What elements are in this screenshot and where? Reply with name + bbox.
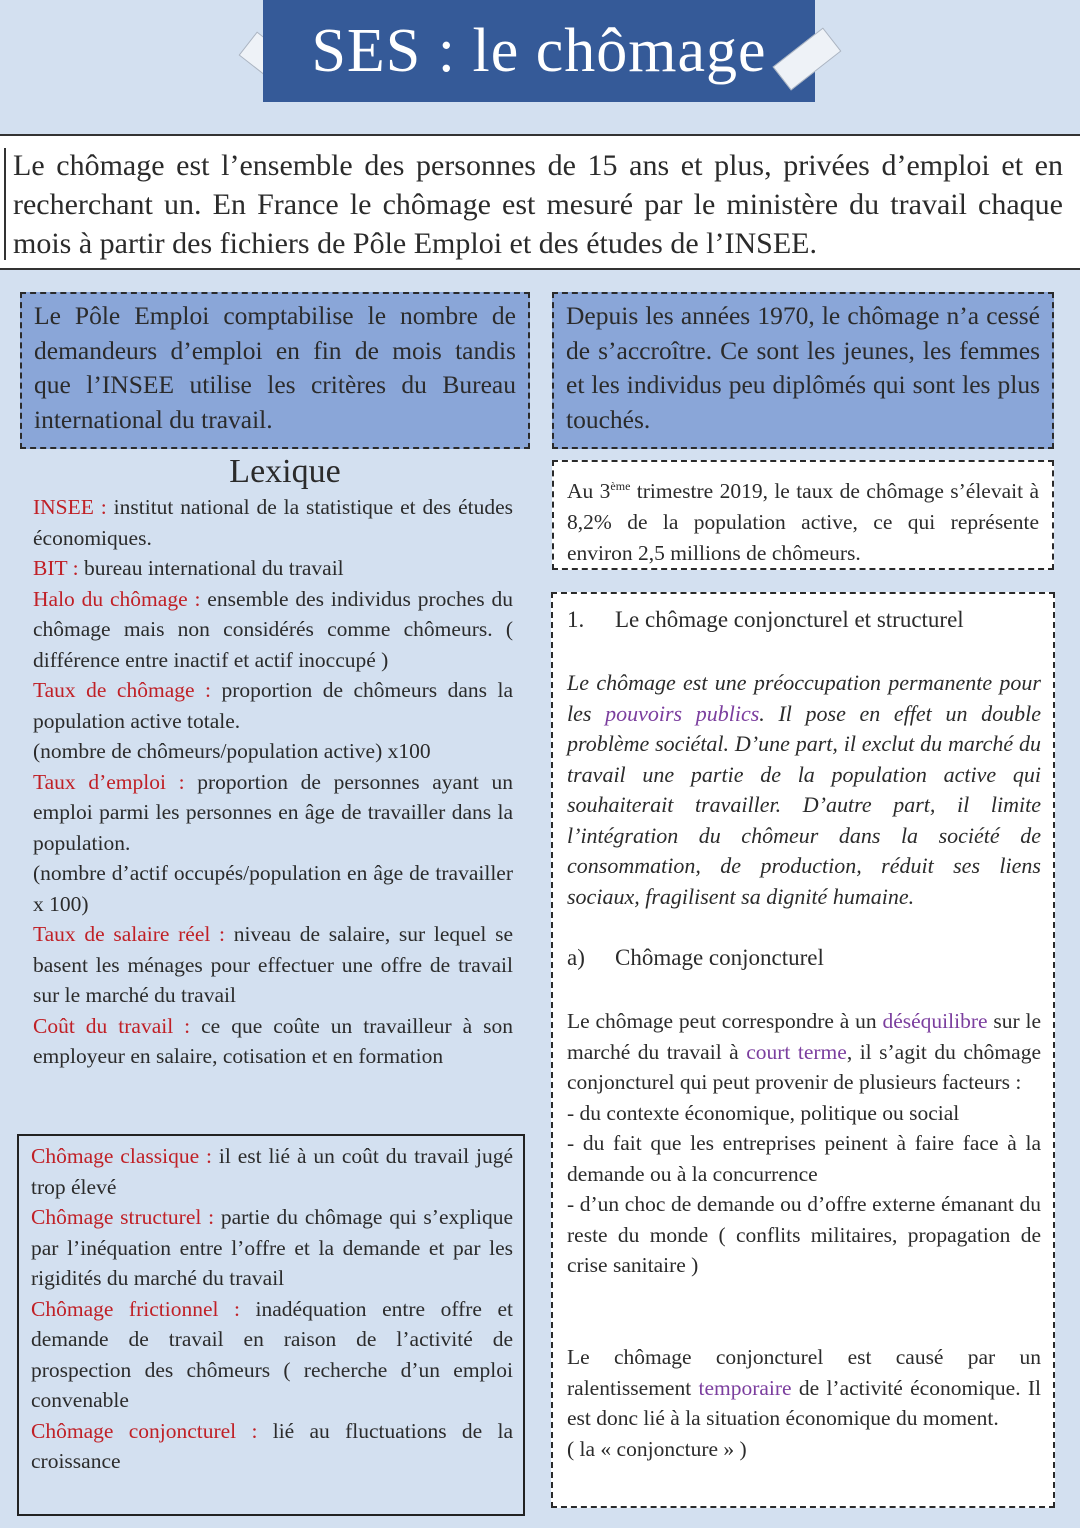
section-heading-text: Le chômage conjoncturel et structurel — [615, 607, 964, 632]
lexique-definition: proportion de chômeurs dans la population active totale. — [33, 678, 513, 733]
lexique-definition: il est lié à un coût du travail jugé trop élevé — [31, 1144, 513, 1199]
lexique-item — [31, 1202, 513, 1294]
lexique-formula: (nombre de chômeurs/population active) x100 — [33, 739, 431, 763]
highlight-term: pouvoirs publics — [605, 700, 760, 726]
intro-left-rule — [4, 148, 6, 260]
lexique-item — [33, 553, 513, 584]
text-run: , il s’agit du chômage conjoncturel qui peut provenir de plusieurs facteurs : — [567, 1039, 1041, 1094]
conjoncturel-paragraph — [567, 1006, 1041, 1281]
lexique-item — [33, 675, 513, 736]
lexique-term: Chômage structurel : — [31, 1205, 215, 1229]
lexique-term: Chômage frictionnel : — [31, 1296, 240, 1321]
conjoncture-note: ( la « conjoncture » ) — [567, 1436, 747, 1461]
text-run: Le chômage est une préoccupation permanente pour les — [567, 670, 1041, 726]
lexique-definition: ensemble des individus proches du chômage mais non considérés comme chômeurs. ( différence entre inactif et actif inoccupé ) — [33, 586, 513, 672]
page-title: SES : le chômage — [263, 0, 815, 102]
text-run: . Il pose en effet un double problème sociétal. D’une part, il exclut du marché du travail une partie de la population active qui souhaiterait travailler. D’autre part, il limite l’intégration du chômeur dans la société de consommation, de production, réduit ses liens sociaux, fragilisent sa dignité humaine. — [567, 700, 1041, 909]
lexique-definition: institut national de la statistique et des études économiques. — [33, 495, 513, 550]
subsection-heading — [567, 942, 824, 974]
lexique-term: Taux de chômage : — [33, 678, 211, 702]
subsection-heading-text: Chômage conjoncturel — [615, 945, 824, 970]
lexique-title: Lexique — [229, 453, 341, 490]
text-run: sur le marché du travail à — [567, 1009, 1041, 1064]
lexique-term: Coût du travail : — [33, 1013, 191, 1038]
lexique-item — [33, 492, 513, 553]
lexique-section — [20, 452, 530, 1068]
highlight-term: court terme — [746, 1039, 847, 1064]
lexique-definition: partie du chômage qui s’explique par l’inéquation entre l’offre et la demande et par les rigidités du marché du travail — [31, 1205, 513, 1290]
lexique-term: INSEE : — [33, 495, 107, 519]
section-chomage-conjoncturel — [551, 592, 1055, 1508]
lexique-definition: niveau de salaire, sur lequel se basent les ménages pour effectuer une offre de travail sur le marché du travail — [33, 922, 514, 1007]
lexique-definition: inadéquation entre offre et demande de travail en raison de l’activité de prospection des chômeurs ( recherche d’un emploi convenable — [31, 1296, 514, 1412]
paragraph-lead — [567, 1006, 1041, 1098]
highlight-term: temporaire — [698, 1375, 792, 1400]
cause-paragraph — [567, 1342, 1041, 1464]
pole-emploi-box: Le Pôle Emploi comptabilise le nombre de demandeurs d’emploi en fin de mois tandis que l’INSEE utilise les critères du Bureau international du travail. — [20, 292, 530, 449]
lexique-term: Taux de salaire réel : — [33, 922, 226, 946]
lexique-term: Halo du chômage : — [33, 586, 201, 611]
lexique-item — [31, 1416, 513, 1477]
statistic-box — [552, 460, 1054, 570]
since-1970-box: Depuis les années 1970, le chômage n’a cessé de s’accroître. Ce sont les jeunes, les femmes et les individus peu diplômés qui sont les plus touchés. — [552, 292, 1054, 449]
intro-definition-box — [0, 134, 1080, 270]
bullet-item: - du contexte économique, politique ou social — [567, 1100, 960, 1125]
stat-text-post: trimestre 2019, le taux de chômage s’élevait à 8,2% de la population active, ce qui représente environ 2,5 millions de chômeurs. — [567, 479, 1039, 566]
lexique-item — [31, 1294, 513, 1416]
subsection-letter: a) — [567, 945, 585, 970]
bullet-item: - du fait que les entreprises peinent à faire face à la demande ou à la concurrence — [567, 1131, 1041, 1186]
lexique-term: Taux d’emploi : — [33, 769, 185, 794]
text-run: de l’activité économique. Il est donc lié à la situation économique du moment. — [567, 1375, 1041, 1430]
highlight-term: déséquilibre — [882, 1009, 988, 1033]
stat-text-pre: Au 3 — [567, 479, 611, 504]
lexique-item — [33, 584, 513, 676]
lexique-list — [33, 492, 513, 1072]
lexique-definition: proportion de personnes ayant un emploi parmi les personnes en âge de travailler dans la population. — [33, 769, 513, 855]
lexique-item — [33, 767, 513, 859]
lexique-term: Chômage conjoncturel : — [31, 1418, 258, 1443]
lexique-definition: lié au fluctuations de la croissance — [31, 1418, 513, 1473]
intro-text: Le chômage est l’ensemble des personnes de 15 ans et plus, privées d’emploi et en recherchant un. En France le chômage est mesuré par le ministère du travail chaque mois à partir des fichiers de Pôle Emploi et des études de l’INSEE. — [13, 149, 1063, 260]
lexique-formula: (nombre d’actif occupés/population en âge de travailler x 100) — [33, 861, 513, 916]
stat-superscript: ème — [610, 479, 631, 493]
intro-italic-paragraph — [567, 668, 1041, 912]
title-banner-wrap — [263, 0, 815, 102]
lexique-item — [33, 1011, 513, 1072]
lexique-term: Chômage classique : — [31, 1144, 212, 1168]
lexique-item — [31, 1141, 513, 1202]
section-heading — [567, 604, 964, 636]
section-number: 1. — [567, 607, 585, 632]
text-run: Le chômage peut correspondre à un — [567, 1009, 883, 1033]
lexique-term: BIT : — [33, 556, 79, 580]
lexique-definition: bureau international du travail — [78, 556, 344, 580]
text-run: Le chômage conjoncturel est causé par un ralentissement — [567, 1345, 1041, 1400]
chomage-types-box — [17, 1134, 525, 1516]
bullet-item: - d’un choc de demande ou d’offre externe émanant du reste du monde ( conflits militaires, propagation de crise sanitaire ) — [567, 1192, 1041, 1277]
lexique-definition: ce que coûte un travailleur à son employeur en salaire, cotisation et en formation — [33, 1013, 513, 1068]
chomage-types-list — [31, 1141, 513, 1477]
lexique-item — [33, 919, 513, 1011]
